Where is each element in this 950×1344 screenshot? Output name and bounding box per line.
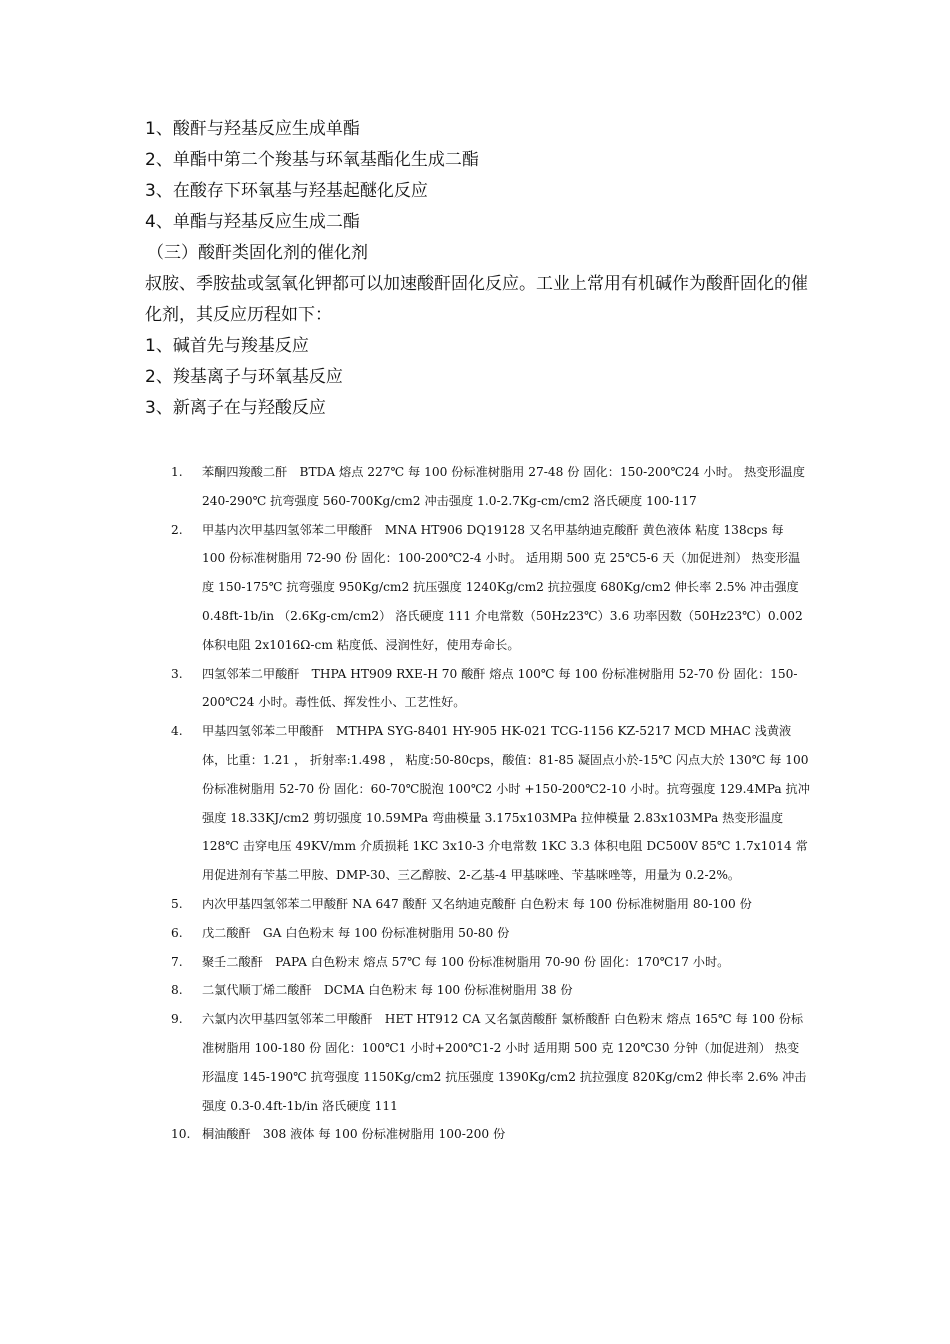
spec-number: 7. xyxy=(171,954,183,969)
spec-number: 1. xyxy=(171,465,183,479)
spec-text: 苯酮四羧酸二酐 BTDA 熔点 227℃ 每 100 份标准树脂用 27-48 份 固化：150-200℃24 小时。 热变形温度 240-290℃ 抗弯强度 560-700Kg/cm2 冲击强度 1.0-2.7Kg-cm/cm2 洛氏硬度 100-117 xyxy=(202,465,805,508)
spec-number: 9. xyxy=(171,1012,183,1027)
spec-text: 聚壬二酸酐 PAPA 白色粉末 熔点 57℃ 每 100 份标准树脂用 70-90 份 固化：170℃17 小时。 xyxy=(202,954,730,969)
spec-number: 5. xyxy=(171,896,183,911)
spec-text: 四氢邻苯二甲酸酐 THPA HT909 RXE-H 70 酸酐 熔点 100℃ 每 100 份标准树脂用 52-70 份 固化：150-200℃24 小时。毒性低、挥发性小、工艺性好。 xyxy=(202,666,798,710)
spec-text: 甲基四氢邻苯二甲酸酐 MTHPA SYG-8401 HY-905 HK-021 TCG-1156 KZ-5217 MCD MHAC 浅黄液体，比重：1.21 ， 折射率:1.498 ， 粘度:50-80cps，酸值：81-85 凝固点小於-15℃ 闪点大於 130℃ 每 100 份标准树脂用 52-70 份 固化：60-70℃脱泡 100℃2 小时 +150-200℃2-10 小时。抗弯强度 129.4MPa 抗冲强度 18.33KJ/cm2 剪切强度 10.59MPa 弯曲模量 3.175x103MPa 拉伸模量 2.83x103MPa 热变形温度 128℃ 击穿电压 49KV/mm 介质损耗 1KC 3x10-3 介电常数 1KC 3.3 体积电阻 DC500V 85℃ 1.7x1014 常用促进剂有苄基二甲胺、DMP-30、三乙醇胺、2-乙基-4 甲基咪唑、苄基咪唑等，用量为 0.2-2%。 xyxy=(202,724,810,883)
section-heading: （三）酸酐类固化剂的催化剂 xyxy=(147,243,368,263)
spec-item xyxy=(145,890,810,919)
spec-item xyxy=(145,948,810,977)
reaction-step: 1、酸酐与羟基反应生成单酯 xyxy=(145,119,360,139)
spec-number: 3. xyxy=(171,666,183,681)
spec-number: 6. xyxy=(171,925,183,940)
reaction-step: 4、单酯与羟基反应生成二酯 xyxy=(145,212,360,232)
section-paragraph: 叔胺、季胺盐或氢氧化钾都可以加速酸酐固化反应。工业上常用有机碱作为酸酐固化的催化剂，其反应历程如下： xyxy=(145,274,808,325)
reaction-step: 3、在酸存下环氧基与羟基起醚化反应 xyxy=(145,181,428,201)
catalyst-step: 1、碱首先与羧基反应 xyxy=(145,336,309,356)
anhydride-spec-list xyxy=(145,458,810,1149)
spec-item xyxy=(145,458,810,516)
spec-number: 4. xyxy=(171,724,183,739)
spec-item xyxy=(145,717,810,890)
spec-text: 二氯代顺丁烯二酸酐 DCMA 白色粉末 每 100 份标准树脂用 38 份 xyxy=(202,983,573,998)
spec-number: 2. xyxy=(171,522,183,537)
spec-text: 内次甲基四氢邻苯二甲酸酐 NA 647 酸酐 又名纳迪克酸酐 白色粉末 每 100 份标准树脂用 80-100 份 xyxy=(202,896,752,911)
spec-item xyxy=(145,660,810,718)
reaction-section xyxy=(145,114,815,424)
spec-text: 六氯内次甲基四氢邻苯二甲酸酐 HET HT912 CA 又名氯茵酸酐 氯桥酸酐 白色粉末 熔点 165℃ 每 100 份标准树脂用 100-180 份 固化：100℃1 小时+200℃1-2 小时 适用期 500 克 120℃30 分钟（加促进剂） 热变形温度 145-190℃ 抗弯强度 1150Kg/cm2 抗压强度 1390Kg/cm2 抗拉强度 820Kg/cm2 伸长率 2.6% 冲击强度 0.3-0.4ft-1b/in 洛氏硬度 111 xyxy=(202,1012,807,1113)
catalyst-step: 3、新离子在与羟酸反应 xyxy=(145,398,326,418)
spec-item xyxy=(145,976,810,1005)
catalyst-step: 2、羧基离子与环氧基反应 xyxy=(145,367,343,387)
spec-text: 桐油酸酐 308 液体 每 100 份标准树脂用 100-200 份 xyxy=(202,1127,506,1142)
spec-number: 8. xyxy=(171,983,183,998)
spec-number: 10. xyxy=(171,1127,191,1142)
reaction-step: 2、单酯中第二个羧基与环氧基酯化生成二酯 xyxy=(145,150,479,170)
spec-item xyxy=(145,1120,810,1149)
spec-text: 甲基内次甲基四氢邻苯二甲酸酐 MNA HT906 DQ19128 又名甲基纳迪克酸酐 黄色液体 粘度 138cps 每 100 份标准树脂用 72-90 份 固化：100-200℃2-4 小时。 适用期 500 克 25℃5-6 天（加促进剂） 热变形温度 150-175℃ 抗弯强度 950Kg/cm2 抗压强度 1240Kg/cm2 抗拉强度 680Kg/cm2 伸长率 2.5% 冲击强度 0.48ft-1b/in （2.6Kg-cm/cm2） 洛氏硬度 111 介电常数（50Hz23℃）3.6 功率因数（50Hz23℃）0.002 体积电阻 2x1016Ω-cm 粘度低、浸润性好，使用寿命长。 xyxy=(202,522,803,652)
spec-text: 戊二酸酐 GA 白色粉末 每 100 份标准树脂用 50-80 份 xyxy=(202,925,510,940)
spec-item xyxy=(145,1005,810,1120)
spec-item xyxy=(145,919,810,948)
spec-item xyxy=(145,516,810,660)
